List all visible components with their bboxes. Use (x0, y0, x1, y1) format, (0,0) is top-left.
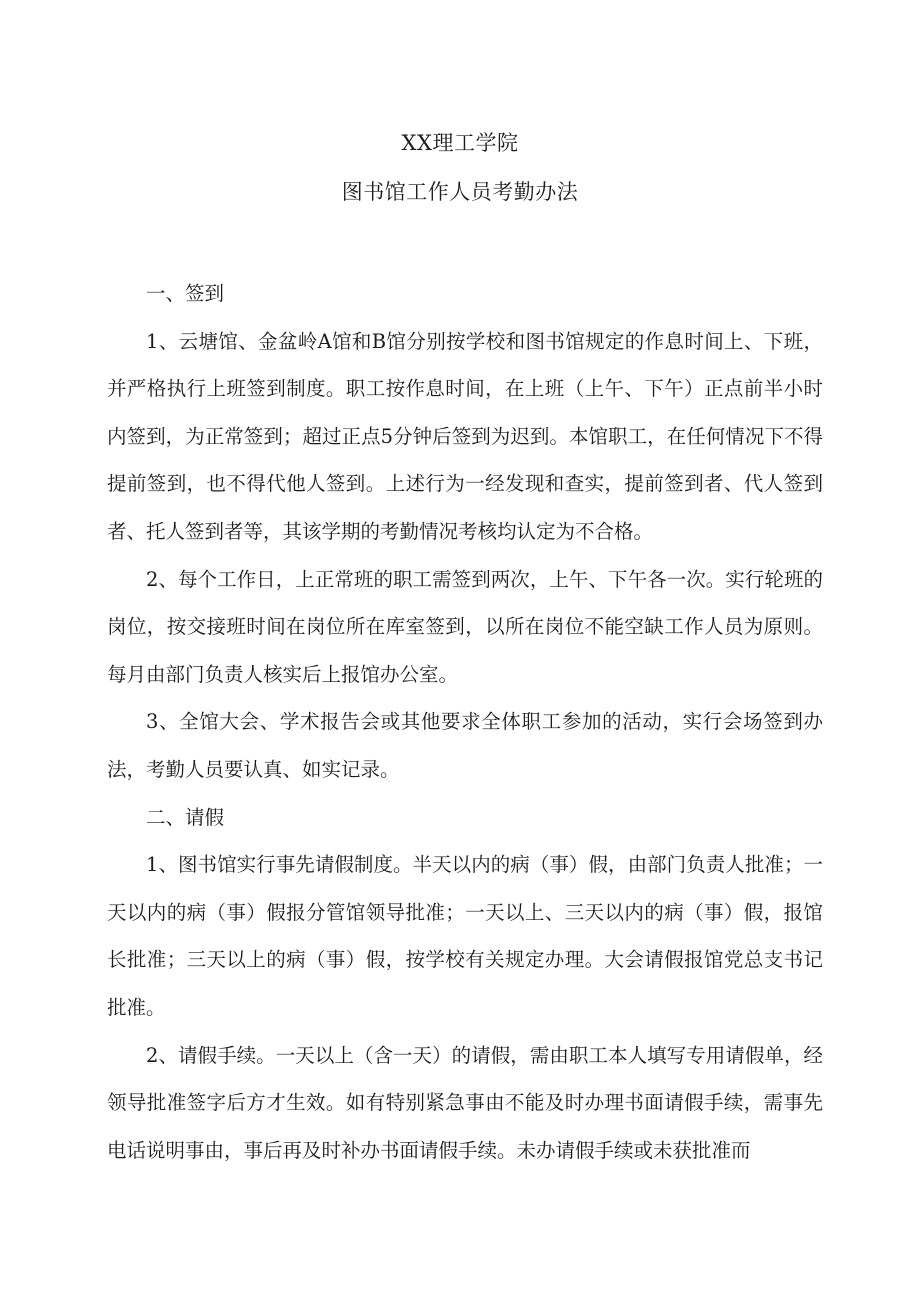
document-title: XX理工学院 (401, 131, 519, 155)
paragraph: 2、请假手续。一天以上（含一天）的请假，需由职工本人填写专用请假单，经领导批准签字后方才生效。如有特别紧急事由不能及时办理书面请假手续，需事先电话说明事由，事后再及时补办书面请假手续。未办请假手续或未获批准而 (107, 1043, 823, 1162)
section-heading-signin: 一、签到 (146, 282, 225, 305)
paragraph: 2、每个工作日，上正常班的职工需签到两次，上午、下午各一次。实行轮班的岗位，按交接班时间在岗位所在库室签到，以所在岗位不能空缺工作人员为原则。每月由部门负责人核实后上报馆办公室。 (107, 567, 823, 686)
section-heading-leave: 二、请假 (146, 805, 225, 829)
paragraph: 1、图书馆实行事先请假制度。半天以内的病（事）假，由部门负责人批准；一天以内的病（事）假报分管馆领导批准；一天以上、三天以内的病（事）假，报馆长批准；三天以上的病（事）假，按学校有关规定办理。大会请假报馆党总支书记批准。 (107, 853, 823, 1019)
document-subtitle: 图书馆工作人员考勤办法 (341, 180, 579, 204)
paragraph: 3、全馆大会、学术报告会或其他要求全体职工参加的活动，实行会场签到办法，考勤人员要认真、如实记录。 (107, 710, 823, 781)
document-body (107, 270, 823, 1174)
paragraph: 1、云塘馆、金盆岭A馆和B馆分别按学校和图书馆规定的作息时间上、下班，并严格执行上班签到制度。职工按作息时间，在上班（上午、下午）正点前半小时内签到，为正常签到；超过正点5分钟后签到为迟到。本馆职工，在任何情况下不得提前签到，也不得代他人签到。上述行为一经发现和查实，提前签到者、代人签到者、托人签到者等，其该学期的考勤情况考核均认定为不合格。 (107, 329, 823, 543)
